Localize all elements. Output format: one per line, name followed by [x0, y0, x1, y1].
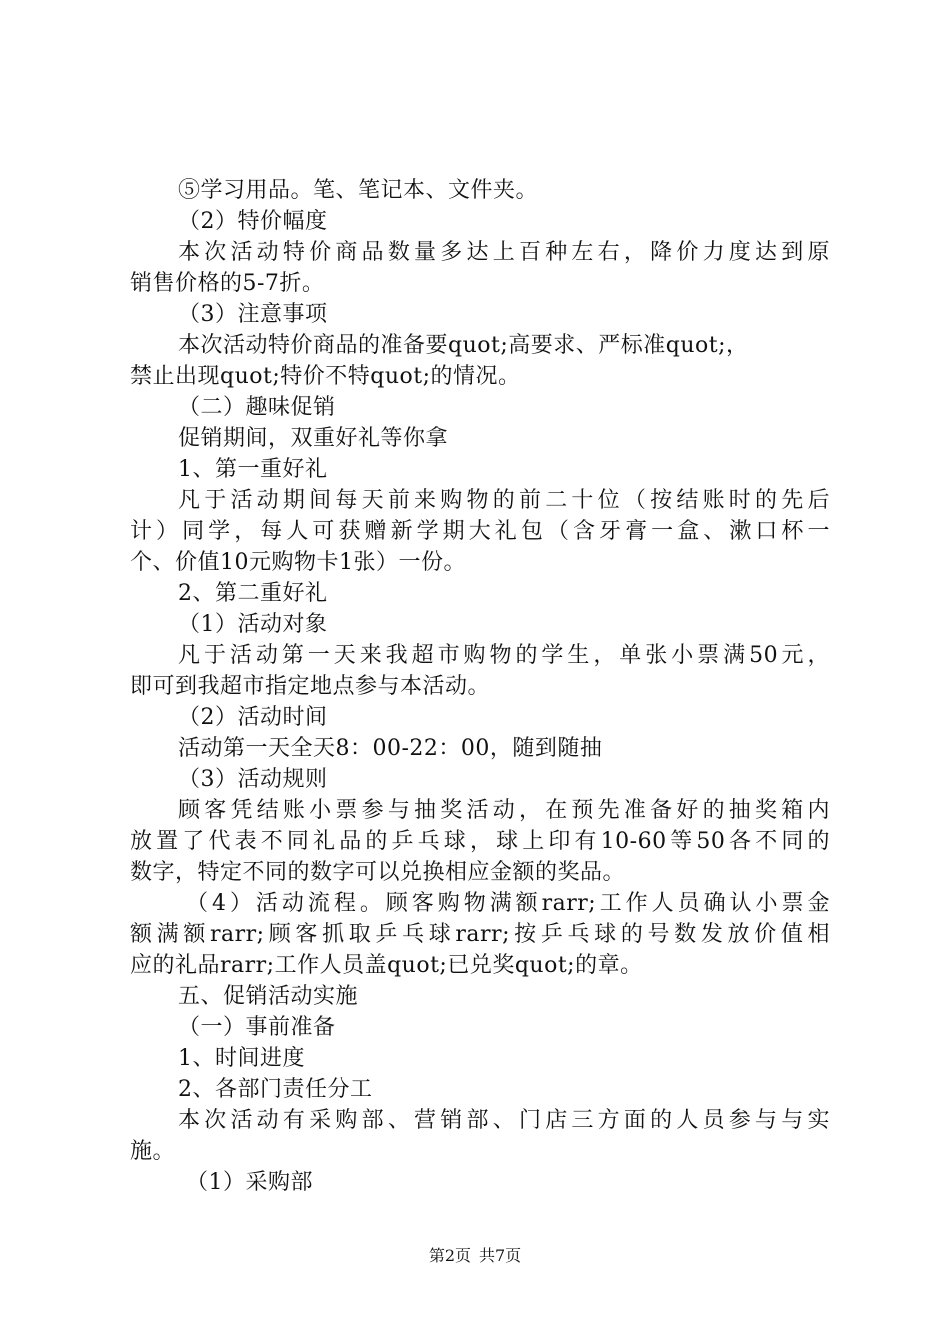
- text-line: （1）采购部: [186, 1170, 313, 1195]
- text-line: 本次活动特价商品数量多达上百种左右，降价力度达到原: [178, 240, 830, 265]
- text-line: 应的礼品rarr;工作人员盖quot;已兑奖quot;的章。: [130, 953, 643, 978]
- text-line: 个、价值10元购物卡1张）一份。: [130, 550, 466, 575]
- text-line: 本次活动有采购部、营销部、门店三方面的人员参与与实: [178, 1108, 830, 1133]
- text-line: 销售价格的5-7折。: [130, 271, 325, 296]
- text-line: 活动第一天全天8：00-22：00，随到随抽: [178, 736, 603, 761]
- text-line: 即可到我超市指定地点参与本活动。: [130, 674, 491, 699]
- text-line: 1、时间进度: [178, 1046, 305, 1071]
- text-line: 2、各部门责任分工: [178, 1077, 373, 1102]
- text-line: （2）活动时间: [178, 705, 328, 730]
- text-line: （一）事前准备: [178, 1015, 336, 1040]
- text-line: 1、第一重好礼: [178, 457, 328, 482]
- page-number: 第2页: [428, 1246, 471, 1265]
- text-line: 施。: [130, 1139, 176, 1164]
- text-line: （1）活动对象: [178, 612, 328, 637]
- text-line: （3）注意事项: [178, 302, 328, 327]
- text-line: 顾客凭结账小票参与抽奖活动，在预先准备好的抽奖箱内: [178, 798, 830, 823]
- text-line: 计）同学，每人可获赠新学期大礼包（含牙膏一盒、漱口杯一: [130, 519, 830, 544]
- text-line: 凡于活动期间每天前来购物的前二十位（按结账时的先后: [178, 488, 830, 513]
- text-line: 2、第二重好礼: [178, 581, 328, 606]
- text-line: （二）趣味促销: [178, 395, 336, 420]
- text-line: 五、促销活动实施: [178, 984, 359, 1009]
- text-line: 数字，特定不同的数字可以兑换相应金额的奖品。: [130, 860, 626, 885]
- text-line: （2）特价幅度: [178, 209, 328, 234]
- text-line: 凡于活动第一天来我超市购物的学生，单张小票满50元，: [178, 643, 830, 668]
- page-footer: [0, 1244, 950, 1268]
- text-line: 额满额rarr;顾客抓取乒乓球rarr;按乒乓球的号数发放价值相: [130, 922, 830, 947]
- text-line: （4）活动流程。顾客购物满额rarr;工作人员确认小票金: [186, 891, 830, 916]
- page-total: 共7页: [479, 1246, 522, 1265]
- text-line: （3）活动规则: [178, 767, 328, 792]
- text-line: 促销期间，双重好礼等你拿: [178, 426, 449, 451]
- text-line: ⑤学习用品。笔、笔记本、文件夹。: [178, 178, 539, 203]
- document-body: [130, 175, 830, 1198]
- text-line: 放置了代表不同礼品的乒乓球，球上印有10-60等50各不同的: [130, 829, 830, 854]
- text-line: 禁止出现quot;特价不特quot;的情况。: [130, 364, 521, 389]
- text-line: 本次活动特价商品的准备要quot;高要求、严标准quot;，: [178, 333, 749, 358]
